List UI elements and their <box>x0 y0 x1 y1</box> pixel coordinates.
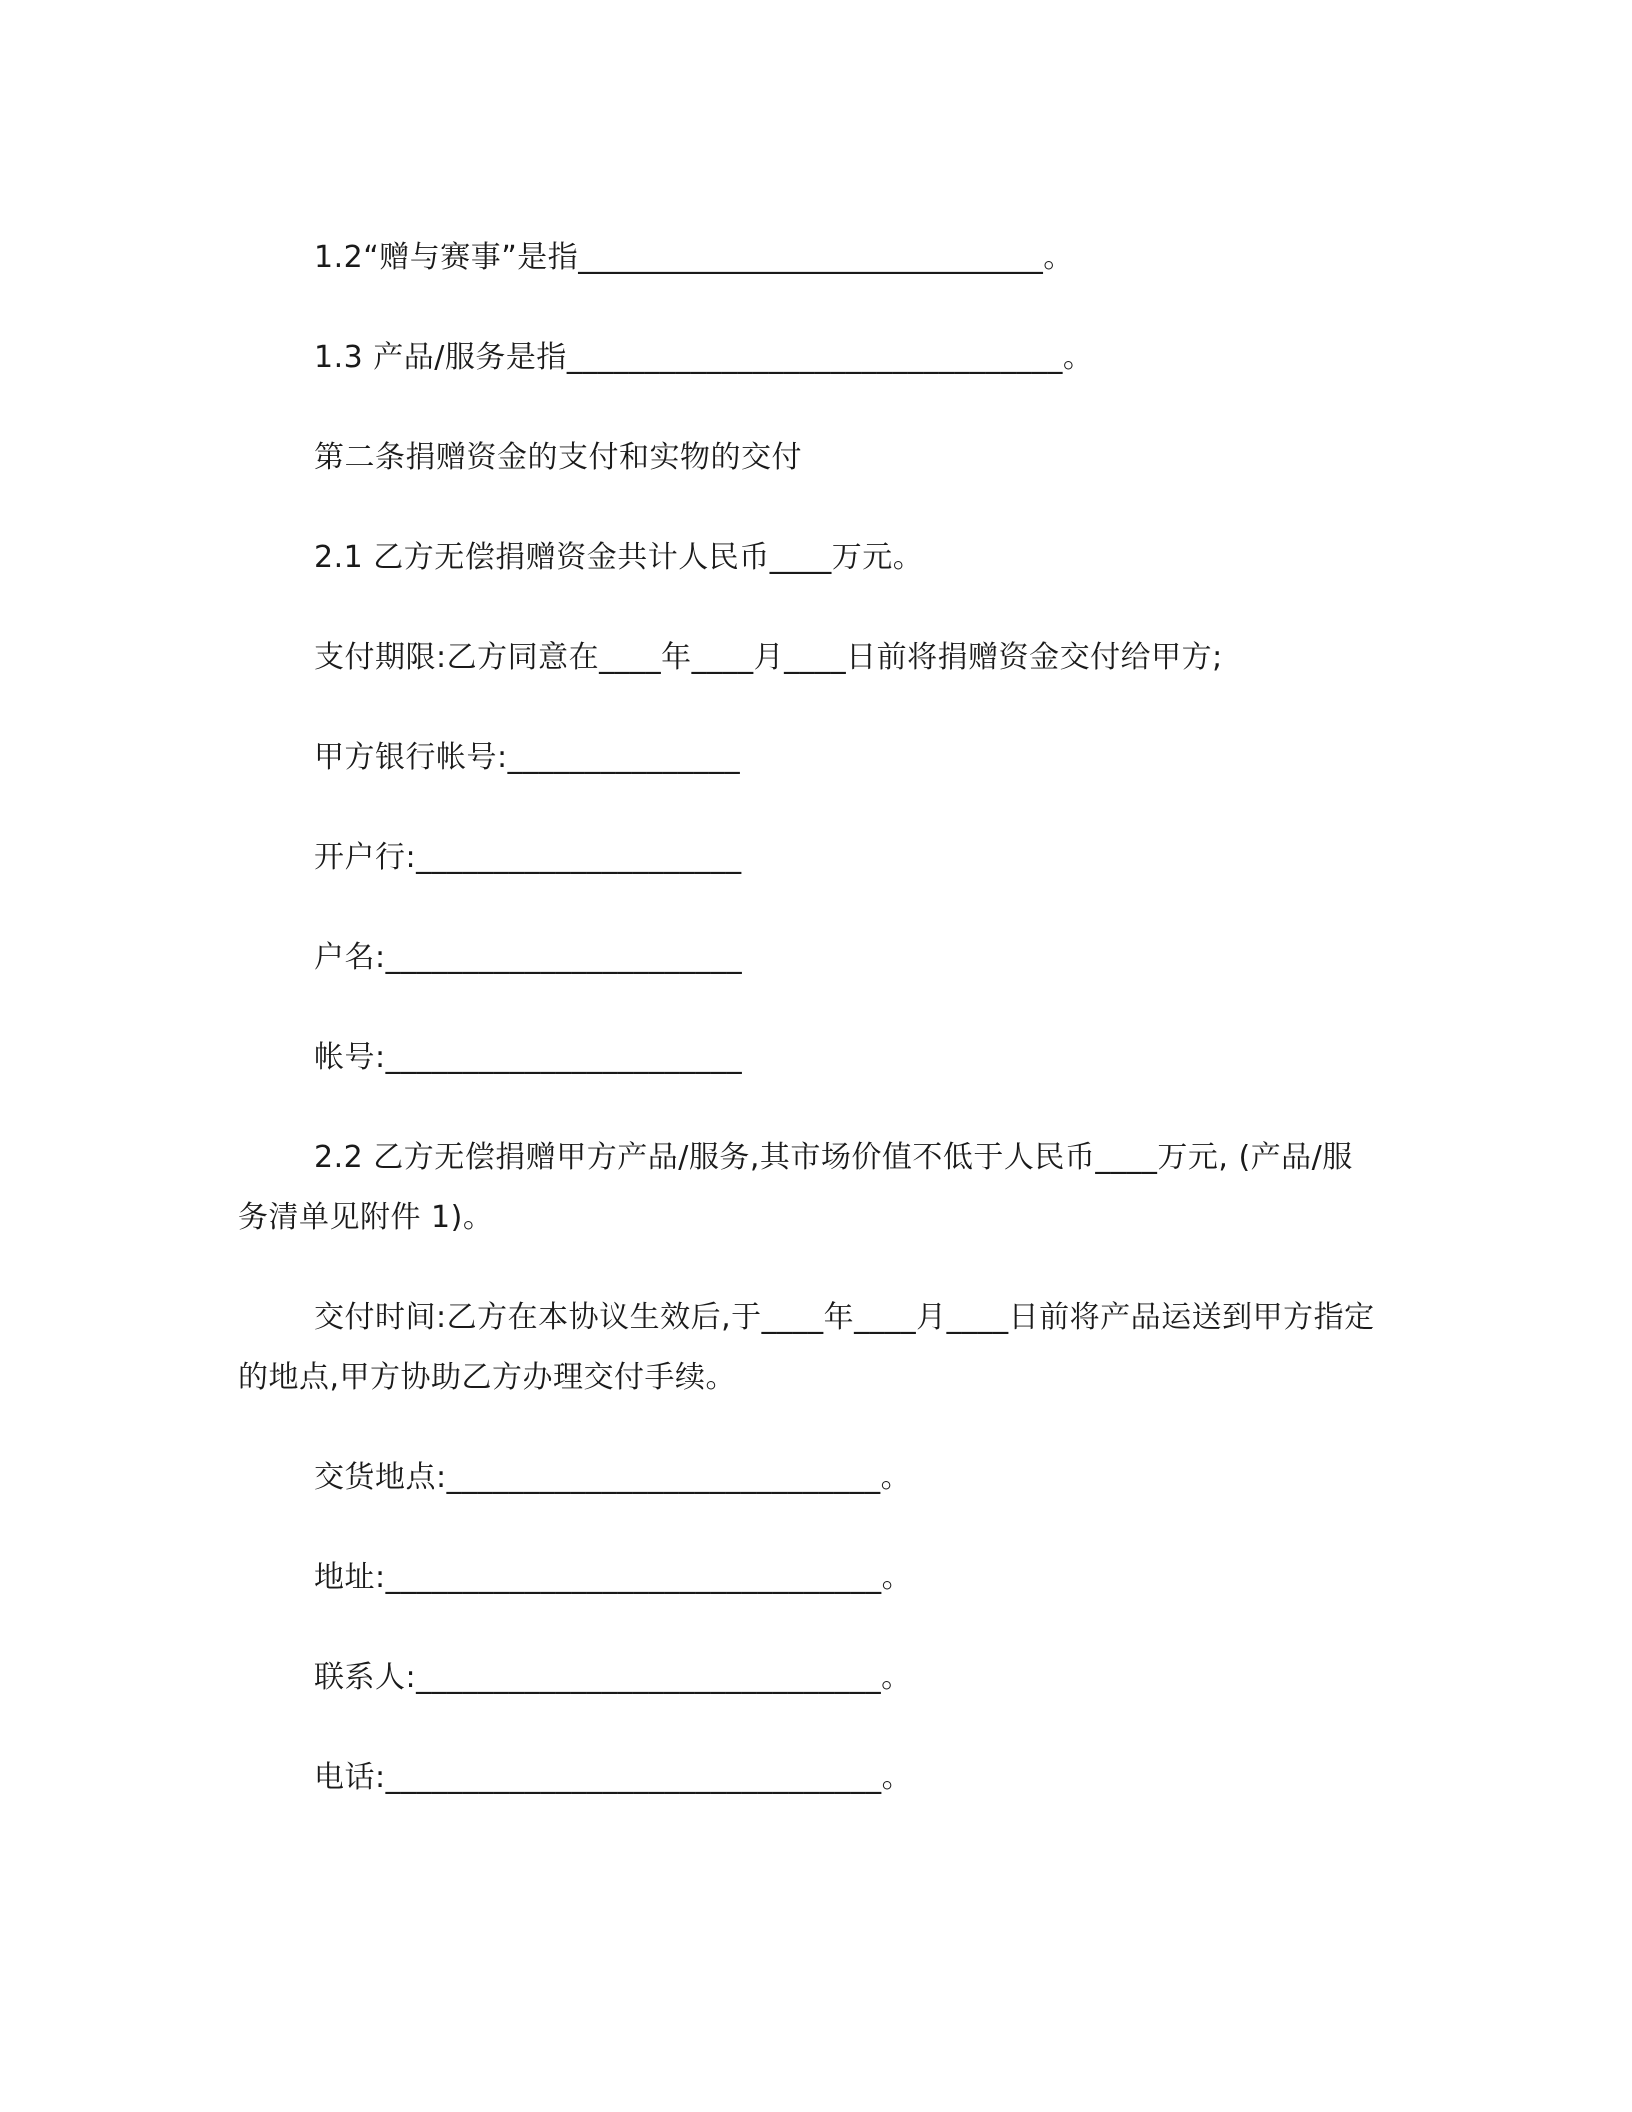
account-name-field: 户名:_______________________ <box>314 940 743 975</box>
article-2-heading: 第二条捐赠资金的支付和实物的交付 <box>314 440 802 475</box>
payment-deadline: 支付期限:乙方同意在____年____月____日前将捐赠资金交付给甲方; <box>314 640 1223 675</box>
delivery-time: 交付时间:乙方在本协议生效后,于____年____月____日前将产品运送到甲方指定的地点,甲方协助乙方办理交付手续。 <box>238 1300 1375 1395</box>
delivery-location-field: 交货地点:____________________________。 <box>314 1460 912 1495</box>
clause-1-3: 1.3 产品/服务是指________________________________。 <box>314 340 1094 375</box>
clause-1-2: 1.2“赠与赛事”是指______________________________。 <box>314 240 1074 275</box>
account-number-field: 帐号:_______________________ <box>314 1040 743 1075</box>
clause-2-2: 2.2 乙方无偿捐赠甲方产品/服务,其市场价值不低于人民币____万元, (产品/服务清单见附件 1)。 <box>238 1140 1353 1235</box>
opening-bank-field: 开户行:_____________________ <box>314 840 742 875</box>
contact-person-field: 联系人:______________________________。 <box>314 1660 912 1695</box>
phone-field: 电话:________________________________。 <box>314 1760 913 1795</box>
clause-2-1: 2.1 乙方无偿捐赠资金共计人民币____万元。 <box>314 540 924 575</box>
address-field: 地址:________________________________。 <box>314 1560 913 1595</box>
bank-account-field: 甲方银行帐号:_______________ <box>314 740 741 775</box>
